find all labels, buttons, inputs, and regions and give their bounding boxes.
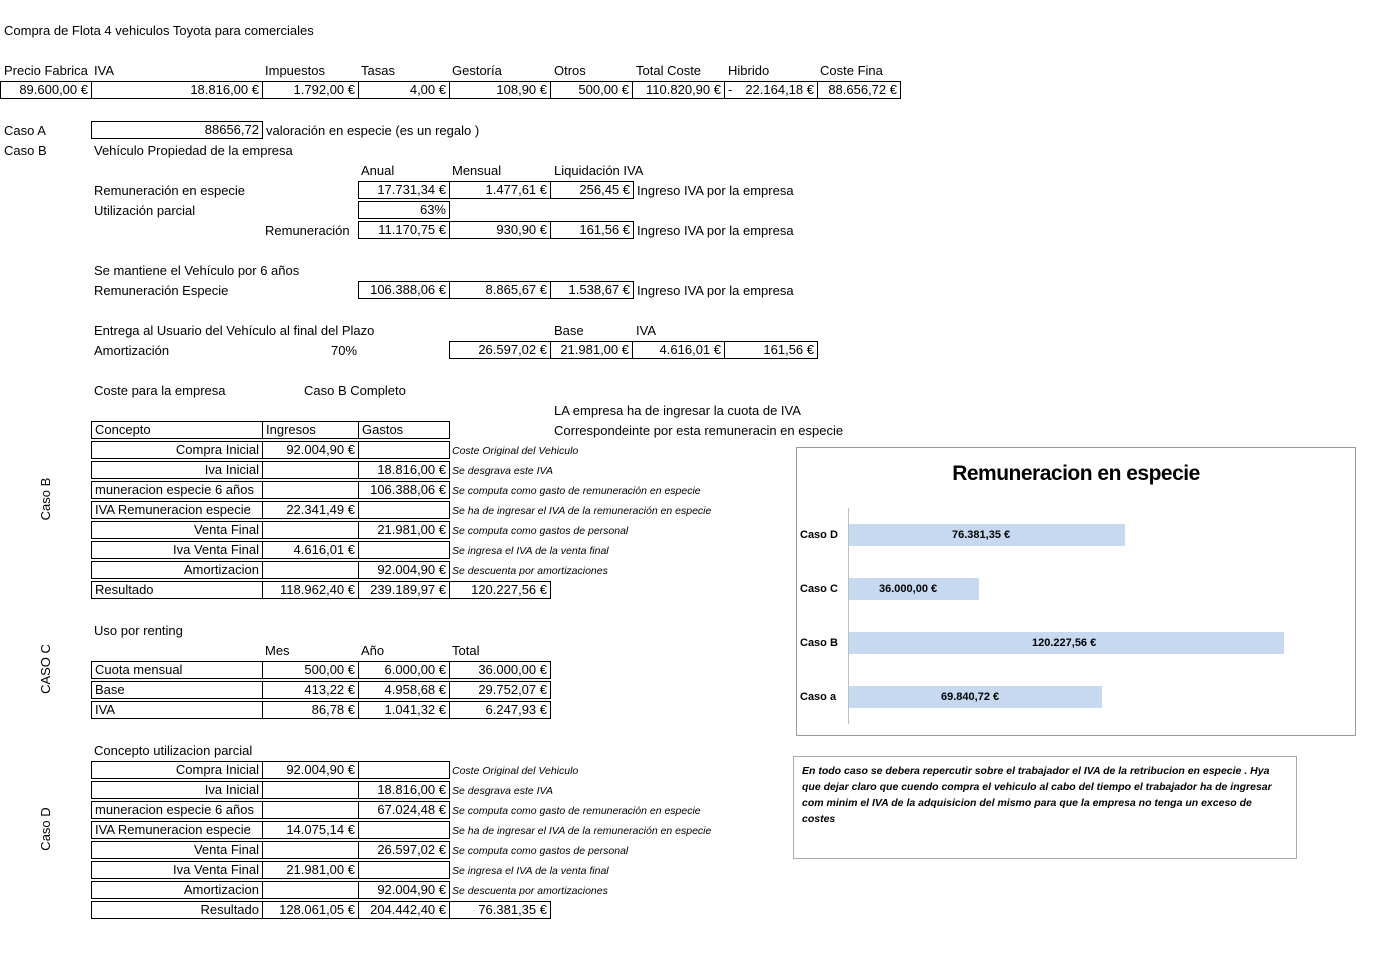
caso-d-row-concepto: muneracion especie 6 años [91,801,263,819]
caso-b-row-concepto: muneracion especie 6 años [91,481,263,499]
header-label-otros: Otros [554,63,586,78]
caso-d-row-ingresos[interactable] [262,841,359,859]
cell-otros[interactable]: 500,00 € [550,81,633,99]
caso-c-row-label: IVA [91,701,263,719]
cell-coste-fina[interactable]: 88.656,72 € [817,81,901,99]
mantiene-label: Remuneración Especie [94,283,229,298]
caso-b-row-note: Se descuenta por amortizaciones [452,565,608,577]
caso-b-row-ingresos[interactable] [262,481,359,499]
cell-rem-anual[interactable]: 17.731,34 € [358,181,450,199]
amortizacion-label: Amortización [94,343,170,358]
caso-b-result-gastos[interactable]: 239.189,97 € [358,581,450,599]
caso-d-row-concepto: Amortizacion [91,881,263,899]
cell-hibrido[interactable] [724,81,818,99]
caso-c-row-label: Cuota mensual [91,661,263,679]
caso-b-row-note: Se ingresa el IVA de la venta final [452,545,609,557]
amortizacion-pct: 70% [331,343,358,358]
cell-rem-mensual[interactable]: 1.477,61 € [449,181,551,199]
chart-category-label: Caso D [800,529,838,541]
caso-b-row-gastos[interactable] [358,501,450,519]
cell-rem2-mensual[interactable]: 930,90 € [449,221,551,239]
caso-b-row-ingresos[interactable] [262,461,359,479]
chart-data-label: 69.840,72 € [941,691,1000,703]
cell-amort-iva[interactable]: 4.616,01 € [632,341,725,359]
caso-d-row-concepto: Compra Inicial [91,761,263,779]
caso-b-row-gastos[interactable]: 18.816,00 € [358,461,450,479]
caso-d-row-note: Se descuenta por amortizaciones [452,885,608,897]
caso-d-row-note: Se desgrava este IVA [452,785,553,797]
caso-c-row-total[interactable]: 6.247,93 € [449,701,551,719]
caso-d-row-note: Se computa como gastos de personal [452,845,629,857]
header-label-precio: Precio Fabrica [4,63,88,78]
col-mensual: Mensual [452,163,502,178]
caso-c-row-mes[interactable]: 500,00 € [262,661,359,679]
chart-data-label: 120.227,56 € [1032,637,1097,649]
coste-empresa-label: Coste para la empresa [94,383,226,398]
row-remuneracion-label: Remuneración [265,223,350,238]
caso-d-row-gastos[interactable]: 67.024,48 € [358,801,450,819]
col-liquidacion: Liquidación IVA [554,163,644,178]
caso-c-row-anio[interactable]: 6.000,00 € [358,661,450,679]
empresa-note-2: Correspondeinte por esta remuneracin en especie [554,423,844,438]
caso-b-row-note: Se ha de ingresar el IVA de la remuneración en especie [452,505,712,517]
caso-b-row-concepto: Iva Inicial [91,461,263,479]
chart-category-label: Caso C [800,583,838,595]
caso-b-title: Vehículo Propiedad de la empresa [94,143,293,158]
caso-d-row-concepto: Iva Inicial [91,781,263,799]
chart-category-label: Caso B [800,637,838,649]
note-ingreso-iva-3: Ingreso IVA por la empresa [637,283,794,298]
cell-iva[interactable]: 18.816,00 € [91,81,263,99]
cell-gestoria[interactable]: 108,90 € [449,81,551,99]
cell-precio[interactable]: 89.600,00 € [0,81,92,99]
col-anual: Anual [361,163,395,178]
caso-d-row-ingresos[interactable]: 14.075,14 € [262,821,359,839]
caso-d-row-note: Se ingresa el IVA de la venta final [452,865,609,877]
header-label-hibrido: Hibrido [728,63,770,78]
chart-title: Remuneracion en especie [952,462,1200,485]
chart-data-label: 76.381,35 € [952,529,1011,541]
caso-b-result-label: Resultado [91,581,263,599]
caso-c-row-total[interactable]: 36.000,00 € [449,661,551,679]
caso-d-row-ingresos[interactable] [262,781,359,799]
caso-b-row-concepto: Venta Final [91,521,263,539]
mantiene-title: Se mantiene el Vehículo por 6 años [94,263,300,278]
header-label-total: Total Coste [636,63,702,78]
caso-a-value[interactable]: 88656,72 [91,121,263,139]
cell-mant-mensual[interactable]: 8.865,67 € [449,281,551,299]
caso-c-row-mes[interactable]: 86,78 € [262,701,359,719]
caso-d-title: Concepto utilizacion parcial [94,743,253,758]
caso-b-header-gastos: Gastos [358,421,450,439]
header-label-coste-fina: Coste Fina [820,63,883,78]
caso-d-row-concepto: Venta Final [91,841,263,859]
caso-d-result-gastos[interactable]: 204.442,40 € [358,901,450,919]
caso-b-row-note: Coste Original del Vehiculo [452,445,579,457]
cell-amort-base[interactable]: 21.981,00 € [550,341,633,359]
caso-b-row-ingresos[interactable] [262,521,359,539]
caso-d-result-total[interactable]: 76.381,35 € [449,901,551,919]
empresa-note-1: LA empresa ha de ingresar la cuota de IVA [554,403,801,418]
cell-utilizacion[interactable]: 63% [358,201,450,219]
caso-d-result-ingresos[interactable]: 128.061,05 € [262,901,359,919]
caso-c-row-mes[interactable]: 413,22 € [262,681,359,699]
caso-d-row-gastos[interactable] [358,861,450,879]
cell-amort-4[interactable]: 161,56 € [724,341,818,359]
hibrido-value: 22.164,18 € [745,82,814,97]
caso-b-label: Caso B [4,143,47,158]
caso-d-row-gastos[interactable]: 18.816,00 € [358,781,450,799]
row-utilizacion-label: Utilización parcial [94,203,196,218]
entrega-title: Entrega al Usuario del Vehículo al final del Plazo [94,323,375,338]
caso-d-row-ingresos[interactable]: 21.981,00 € [262,861,359,879]
caso-c-col-total: Total [452,643,480,658]
note-ingreso-iva-2: Ingreso IVA por la empresa [637,223,794,238]
caso-b-row-concepto: Iva Venta Final [91,541,263,559]
caso-d-row-concepto: Iva Venta Final [91,861,263,879]
caso-b-row-concepto: Amortizacion [91,561,263,579]
caso-c-side-label: CASO C [38,644,53,694]
caso-b-row-ingresos[interactable]: 92.004,90 € [262,441,359,459]
col-iva: IVA [636,323,656,338]
caso-b-row-ingresos[interactable]: 22.341,49 € [262,501,359,519]
caso-b-row-ingresos[interactable]: 4.616,01 € [262,541,359,559]
caso-d-row-gastos[interactable] [358,761,450,779]
caso-b-row-gastos[interactable] [358,541,450,559]
caso-d-row-concepto: IVA Remuneracion especie [91,821,263,839]
cell-tasas[interactable]: 4,00 € [358,81,450,99]
caso-b-row-concepto: Compra Inicial [91,441,263,459]
caso-b-row-concepto: IVA Remuneracion especie [91,501,263,519]
caso-b-side-label: Caso B [38,477,53,521]
cell-mant-anual[interactable]: 106.388,06 € [358,281,450,299]
caso-d-row-note: Se computa como gasto de remuneración en especie [452,805,701,817]
cell-impuestos[interactable]: 1.792,00 € [262,81,359,99]
caso-b-row-gastos[interactable]: 106.388,06 € [358,481,450,499]
caso-c-col-mes: Mes [265,643,290,658]
chart-data-label: 36.000,00 € [879,583,938,595]
cell-rem2-liq[interactable]: 161,56 € [550,221,634,239]
caso-b-row-note: Se computa como gastos de personal [452,525,629,537]
caso-b-completo-label: Caso B Completo [304,383,406,398]
caso-d-side-label: Caso D [38,807,53,851]
caso-c-row-anio[interactable]: 4.958,68 € [358,681,450,699]
caso-c-row-total[interactable]: 29.752,07 € [449,681,551,699]
caso-d-row-ingresos[interactable]: 92.004,90 € [262,761,359,779]
caso-d-row-gastos[interactable]: 92.004,90 € [358,881,450,899]
caso-b-row-ingresos[interactable] [262,561,359,579]
caso-d-row-ingresos[interactable] [262,801,359,819]
caso-c-row-label: Base [91,681,263,699]
caso-b-result-total[interactable]: 120.227,56 € [449,581,551,599]
caso-b-row-note: Se computa como gasto de remuneración en especie [452,485,701,497]
header-label-tasas: Tasas [361,63,395,78]
cell-mant-liq[interactable]: 1.538,67 € [550,281,634,299]
sheet-title: Compra de Flota 4 vehiculos Toyota para comerciales [4,23,314,38]
note-ingreso-iva-1: Ingreso IVA por la empresa [637,183,794,198]
caso-d-row-gastos[interactable] [358,821,450,839]
cell-total[interactable]: 110.820,90 € [632,81,725,99]
hibrido-sign: - [728,82,733,97]
caso-c-title: Uso por renting [94,623,183,638]
caso-b-row-note: Se desgrava este IVA [452,465,553,477]
caso-a-label: Caso A [4,123,46,138]
caso-b-header-ingresos: Ingresos [262,421,359,439]
caso-d-row-ingresos[interactable] [262,881,359,899]
cell-rem2-anual[interactable]: 11.170,75 € [358,221,450,239]
caso-d-row-note: Se ha de ingresar el IVA de la remuneración en especie [452,825,712,837]
note-textbox[interactable]: En todo caso se debera repercutir sobre el trabajador el IVA de la retribucion en especie . Hya que dejar claro que cuendo compra el vehiculo al cabo del tiempo el trabajador ha de ingresar com minim el IVA de la adquisicion del mismo para que la empresa no tenga un exceso de costes [793,756,1297,859]
caso-d-result-label: Resultado [91,901,263,919]
caso-b-row-gastos[interactable]: 92.004,90 € [358,561,450,579]
header-label-iva: IVA [94,63,114,78]
caso-c-col-anio: Año [361,643,385,658]
header-label-gestoria: Gestoría [452,63,502,78]
row-remuneracion-especie-label: Remuneración en especie [94,183,246,198]
cell-rem-liq[interactable]: 256,45 € [550,181,634,199]
caso-b-result-ingresos[interactable]: 118.962,40 € [262,581,359,599]
caso-a-desc: valoración en especie (es un regalo ) [266,123,480,138]
chart-category-label: Caso a [800,691,837,703]
caso-d-row-note: Coste Original del Vehiculo [452,765,579,777]
caso-d-row-gastos[interactable]: 26.597,02 € [358,841,450,859]
caso-b-row-gastos[interactable]: 21.981,00 € [358,521,450,539]
header-label-impuestos: Impuestos [265,63,325,78]
cell-amort-1[interactable]: 26.597,02 € [449,341,551,359]
caso-b-row-gastos[interactable] [358,441,450,459]
chart-remuneracion[interactable] [796,447,1356,736]
caso-c-row-anio[interactable]: 1.041,32 € [358,701,450,719]
col-base: Base [554,323,584,338]
caso-b-header-concepto: Concepto [91,421,263,439]
